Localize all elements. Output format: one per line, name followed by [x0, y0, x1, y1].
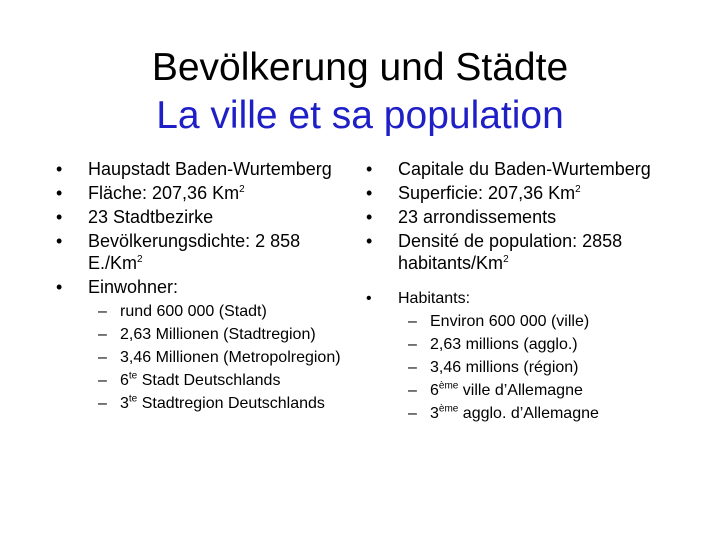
dash-icon: –: [98, 303, 107, 320]
list-item: • Superficie: 207,36 Km$^2$: [366, 183, 581, 203]
french-bullet-list: [366, 158, 666, 274]
sub-list-item: – $6^{te}$ Stadt Deutschlands: [98, 370, 281, 389]
sub-list-item: – 6ème ville d’Allemagne: [408, 380, 583, 399]
german-column: [56, 158, 346, 417]
dash-icon: –: [98, 395, 107, 412]
dash-icon: –: [408, 405, 417, 422]
german-bullet-list: [56, 158, 346, 414]
bullet-icon: •: [366, 159, 373, 179]
bullet-icon: •: [366, 290, 372, 307]
dash-icon: –: [408, 336, 417, 353]
list-item: • Haupstadt Baden-Wurtemberg: [56, 159, 332, 179]
sub-list-item: – 2,63 Millionen (Stadtregion): [98, 326, 316, 343]
sub-list-item: – 3,46 Millionen (Metropolregion): [98, 349, 341, 366]
bullet-icon: •: [56, 207, 63, 227]
bullet-icon: •: [366, 207, 373, 227]
bullet-icon: •: [366, 183, 373, 203]
sub-list-item: – 3ème agglo. d’Allemagne: [408, 403, 599, 422]
sub-list-item: – 3,46 millions (région): [408, 359, 579, 376]
sub-list-item: – Environ 600 000 (ville): [408, 313, 590, 330]
sub-list-item: – $3^{te}$ Stadtregion Deutschlands: [98, 393, 325, 412]
french-habitants-list: [366, 288, 666, 424]
bullet-icon: •: [56, 277, 63, 297]
title-german: Bevölkerung und Städte: [151, 46, 569, 89]
list-item: • Bevölkerungsdichte: 2 858 E./Km$^2$: [56, 231, 301, 273]
bullet-icon: •: [56, 231, 63, 251]
list-item: • Einwohner: – rund 600 000 (Stadt) – 2,63 Millionen (Stadtregion) – 3,46 Millionen (Metropolregion) – $6^{te}$ Stadt Deutschlands – $3^{te}$ Stadtregion Deutschlands: [56, 276, 346, 414]
bullet-icon: •: [56, 159, 63, 179]
sub-list-item: – rund 600 000 (Stadt): [98, 303, 267, 320]
list-item: • Densité de population: 2858 habitants/Km$^2$: [366, 231, 623, 273]
dash-icon: –: [98, 326, 107, 343]
list-item: • 23 arrondissements: [366, 207, 557, 227]
dash-icon: –: [408, 382, 417, 399]
list-item: • 23 Stadtbezirke: [56, 207, 214, 227]
dash-icon: –: [98, 372, 107, 389]
dash-icon: –: [408, 313, 417, 330]
bullet-icon: •: [56, 183, 63, 203]
slide-title: [0, 44, 720, 140]
bullet-icon: •: [366, 231, 373, 251]
list-item: • Capitale du Baden-Wurtemberg: [366, 159, 651, 179]
title-french: La ville et sa population: [156, 94, 564, 137]
french-column: [366, 158, 666, 427]
dash-icon: –: [98, 349, 107, 366]
list-item: • Fläche: 207,36 Km$^2$: [56, 183, 245, 203]
dash-icon: –: [408, 359, 417, 376]
german-sub-list: [88, 302, 346, 414]
list-item: • Habitants: – Environ 600 000 (ville) – 2,63 millions (agglo.) – 3,46 millions (région) – 6ème ville d’Allemagne – 3ème agglo. d’Allemagne: [366, 288, 666, 424]
french-sub-list: [398, 312, 666, 424]
sub-list-item: – 2,63 millions (agglo.): [408, 336, 578, 353]
